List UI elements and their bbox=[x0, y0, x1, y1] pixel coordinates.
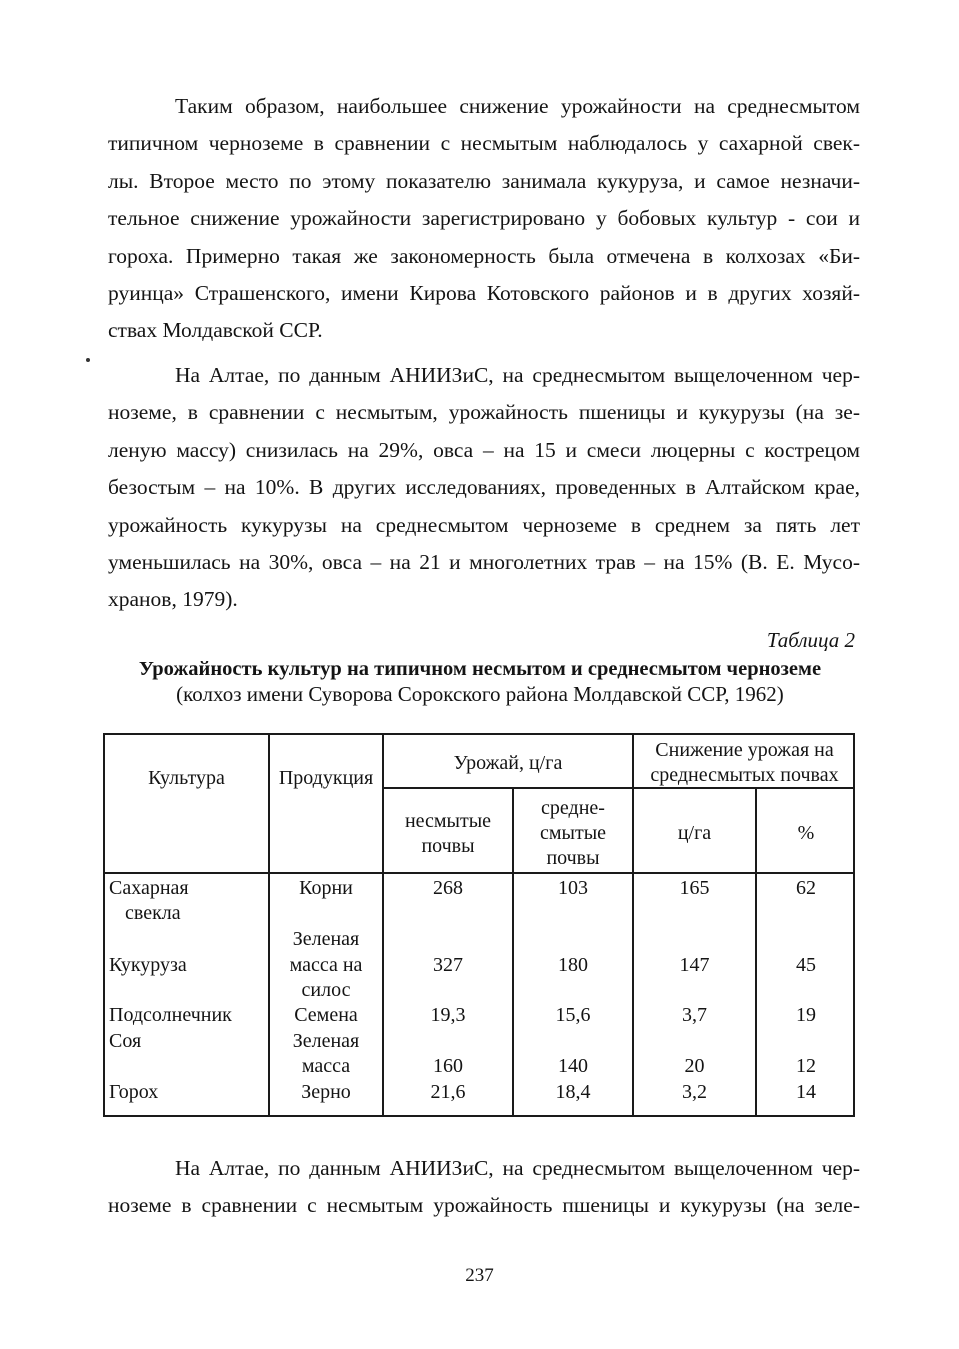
text-line: уменьшилась на 30%, овса – на 21 и многолетних трав – на 15% (В. Е. Мусо- bbox=[108, 549, 860, 574]
header-uneroded: почвы bbox=[421, 835, 475, 857]
text-line: ноземе, в сравнении с несмытым, урожайность пшеницы и кукурузы (на зе- bbox=[108, 400, 860, 425]
header-crop: Культура bbox=[148, 767, 225, 789]
table-cell-product: Зерно bbox=[301, 1081, 351, 1103]
table-cell-product: силос bbox=[301, 979, 351, 1001]
table-cell-value: 20 bbox=[684, 1055, 705, 1077]
header-reduction: Снижение урожая на bbox=[655, 739, 834, 761]
table-cell-value: 45 bbox=[796, 954, 816, 976]
text-line: руинца» Страшенского, имени Кирова Котовского районов и в других хозяй- bbox=[108, 280, 860, 305]
text-line: леную массу) снизилась на 29%, овса – на 15 и смеси люцерны с кострецом bbox=[108, 437, 860, 462]
table-cell-product: Зеленая bbox=[292, 928, 360, 950]
table-cell-product: масса bbox=[301, 1055, 351, 1077]
header-eroded: средне- bbox=[541, 797, 605, 819]
table-cell-value: 160 bbox=[433, 1055, 463, 1077]
table-cell-product: масса на bbox=[289, 954, 363, 976]
table-cell-value: 18,4 bbox=[555, 1081, 591, 1103]
header-reduction: среднесмытых почвах bbox=[650, 764, 839, 786]
text-line: хранов, 1979). bbox=[108, 587, 238, 612]
paragraph-3 bbox=[108, 1150, 860, 1225]
text-line: ствах Молдавской ССР. bbox=[108, 318, 323, 343]
table-cell-crop: Кукуруза bbox=[109, 954, 187, 976]
header-yield: Урожай, ц/га bbox=[453, 752, 563, 774]
header-eroded: почвы bbox=[546, 847, 600, 869]
header-unit: ц/га bbox=[677, 822, 712, 844]
table-cell-crop: Горох bbox=[109, 1081, 159, 1103]
table-cell-value: 165 bbox=[679, 877, 710, 899]
stray-mark bbox=[86, 358, 90, 362]
table-cell-value: 19,3 bbox=[430, 1004, 466, 1026]
table-cell-product: Корни bbox=[299, 877, 353, 899]
header-eroded: смытые bbox=[539, 822, 607, 844]
table-cell-value: 147 bbox=[679, 954, 710, 976]
text-line: безостым – на 10%. В других исследованиях, проведенных в Алтайском крае, bbox=[108, 475, 860, 500]
table-cell-value: 180 bbox=[558, 954, 588, 976]
text-line: тельное снижение урожайности зарегистрировано у бобовых культур - сои и bbox=[108, 206, 860, 231]
text-line: гороха. Примерно такая же закономерность была отмечена в колхозах «Би- bbox=[108, 243, 860, 268]
paragraph-1 bbox=[108, 88, 860, 350]
table-cell-crop: свекла bbox=[125, 902, 181, 924]
text-line: На Алтае, по данным АНИИЗиС, на среднесмытом выщелоченном чер- bbox=[175, 363, 860, 387]
table-title: Урожайность культур на типичном несмытом и среднесмытом черноземе bbox=[138, 658, 822, 680]
table-cell-value: 103 bbox=[558, 877, 588, 899]
table-cell-value: 268 bbox=[433, 877, 463, 899]
table-label: Таблица 2 bbox=[766, 628, 855, 652]
text-line: ноземе в сравнении с несмытым урожайность пшеницы и кукурузы (на зеле- bbox=[108, 1193, 860, 1218]
table-subtitle: (колхоз имени Суворова Сорокского района Молдавской ССР, 1962) bbox=[176, 682, 784, 706]
table-cell-value: 14 bbox=[796, 1081, 816, 1103]
table-cell-crop: Подсолнечник bbox=[109, 1004, 232, 1026]
table-cell-crop: Соя bbox=[109, 1030, 142, 1052]
text-line: лы. Второе место по этому показателю занимала кукуруза, и самое незначи- bbox=[108, 168, 860, 193]
text-line: Таким образом, наибольшее снижение урожайности на среднесмытом bbox=[175, 94, 860, 118]
table-cell-product: Зеленая bbox=[292, 1030, 360, 1052]
table-cell-value: 3,7 bbox=[682, 1004, 707, 1026]
text-line: типичном черноземе в сравнении с несмытым наблюдалось у сахарной свек- bbox=[108, 131, 860, 156]
table-cell-value: 19 bbox=[796, 1004, 816, 1026]
table-rule bbox=[103, 872, 855, 874]
table-cell-value: 62 bbox=[796, 877, 816, 899]
text-line: урожайность кукурузы на среднесмытом черноземе в среднем за пять лет bbox=[108, 512, 860, 537]
header-uneroded: несмытые bbox=[404, 810, 492, 832]
page-number: 237 bbox=[465, 1265, 494, 1286]
header-percent: % bbox=[797, 822, 815, 844]
header-product: Продукция bbox=[278, 767, 374, 789]
table-cell-value: 21,6 bbox=[430, 1081, 466, 1103]
table-cell-value: 3,2 bbox=[682, 1081, 707, 1103]
table-cell-crop: Сахарная bbox=[109, 877, 189, 899]
paragraph-2 bbox=[108, 357, 860, 619]
table-cell-value: 12 bbox=[796, 1055, 816, 1077]
table-cell-product: Семена bbox=[294, 1004, 358, 1026]
text-line: На Алтае, по данным АНИИЗиС, на среднесмытом выщелоченном чер- bbox=[175, 1156, 860, 1180]
table-cell-value: 140 bbox=[558, 1055, 588, 1077]
table-cell-value: 327 bbox=[433, 954, 463, 976]
table-cell-value: 15,6 bbox=[555, 1004, 591, 1026]
